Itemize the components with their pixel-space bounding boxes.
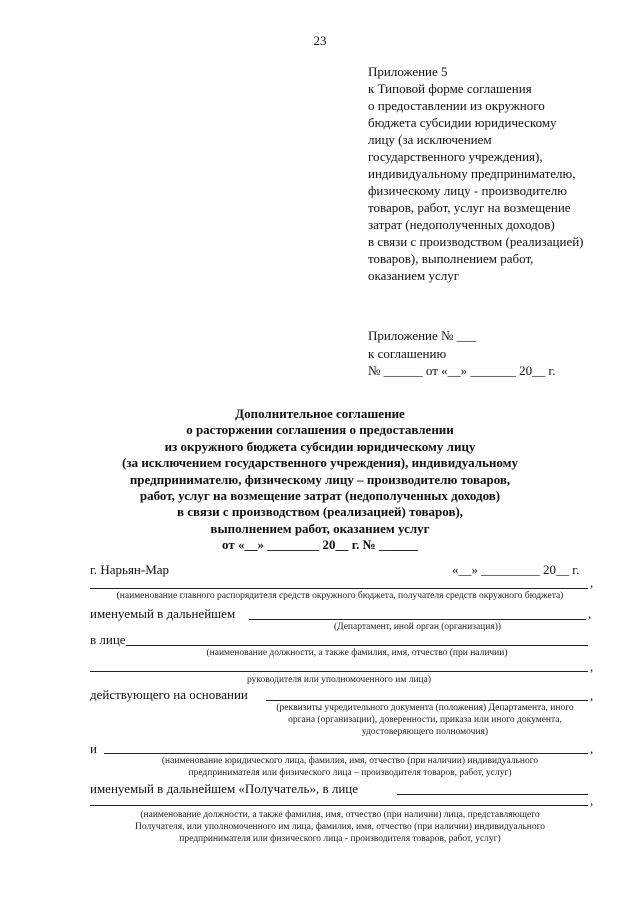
named-recipient-label: именуемый в дальнейшем «Получатель», в лице [90, 781, 359, 796]
document-title [60, 406, 580, 554]
recipient-person-field[interactable] [397, 794, 588, 795]
department-caption: (Департамент, иной орган (организация)) [333, 622, 502, 632]
recipient-caption-1: (наименование должности, а также фамилия, имя, отчество (при наличии) лица, представляющего [140, 810, 540, 820]
comma: , [590, 741, 594, 756]
appendix-line: товаров, работ, услуг на возмещение [368, 200, 571, 215]
appendix-line: государственного учреждения), [368, 149, 543, 164]
manager-name-field[interactable] [90, 588, 588, 589]
appendix-line: лицу (за исключением [368, 132, 492, 147]
title-line: работ, услуг на возмещение затрат (недополученных доходов) [139, 488, 501, 504]
title-line: (за исключением государственного учреждения), индивидуальному [122, 455, 518, 471]
basis-document-field[interactable] [266, 700, 588, 701]
title-line: выполнением работ, оказанием услуг [210, 520, 430, 536]
acting-basis-label: действующего на основании [90, 687, 248, 702]
appendix-line: индивидуальному предпринимателю, [368, 166, 576, 181]
legal-entity-field[interactable] [104, 753, 588, 754]
date-field[interactable]: «__» _________ 20__ г. [452, 562, 580, 577]
appendix-line: затрат (недополученных доходов) [368, 217, 555, 232]
appendix-ref-line: Приложение № ___ [368, 328, 477, 343]
title-line: Дополнительное соглашение [235, 406, 405, 421]
basis-caption-2: органа (организации), доверенности, приказа или иного документа, [288, 715, 562, 725]
appendix-line: в связи с производством (реализацией) [368, 234, 584, 249]
legal-caption-1: (наименование юридического лица, фамилия, имя, отчество (при наличии) индивидуального [161, 756, 539, 766]
department-field[interactable] [249, 619, 586, 620]
appendix-line: Приложение 5 [368, 64, 448, 79]
appendix-line: оказанием услуг [368, 268, 460, 283]
comma: , [588, 606, 592, 621]
title-line: предпринимателю, физическому лицу – производителю товаров, [129, 471, 511, 487]
title-line: в связи с производством (реализацией) товаров), [176, 504, 464, 520]
comma: , [590, 793, 594, 808]
manager-caption: (наименование главного распорядителя средств окружного бюджета, получателя средств окружного бюджета) [116, 591, 564, 601]
position-field[interactable] [126, 645, 588, 646]
head-name-field[interactable] [90, 671, 588, 672]
appendix-header [368, 63, 618, 284]
head-caption: руководителя или уполномоченного им лица) [246, 675, 432, 685]
title-line: о расторжении соглашения о предоставлении [186, 422, 454, 438]
recipient-caption-3: предпринимателя или физического лица - производителя товаров, работ, услуг) [179, 834, 501, 844]
agreement-appendix-ref [368, 327, 618, 380]
position-caption: (наименование должности, а также фамилия, имя, отчество (при наличии) [206, 648, 508, 658]
recipient-caption-2: Получателя, или уполномоченного им лица, фамилия, имя, отчество (при наличии) индивидуального [134, 822, 546, 832]
appendix-line: к Типовой форме соглашения [368, 81, 532, 96]
appendix-line: о предоставлении из окружного [368, 98, 545, 113]
city-label: г. Нарьян-Мар [90, 562, 170, 577]
recipient-person-field-2[interactable] [90, 805, 588, 806]
comma: , [590, 688, 594, 703]
appendix-line: бюджета субсидии юридическому [368, 115, 557, 130]
appendix-ref-line: № ______ от «__» _______ 20__ г. [368, 363, 556, 378]
comma: , [590, 659, 594, 674]
title-line: из окружного бюджета субсидии юридическому лицу [164, 438, 476, 454]
comma: , [590, 575, 594, 590]
basis-caption-3: удостоверяющего полномочия) [361, 727, 489, 737]
appendix-line: физическому лицу - производителю [368, 183, 567, 198]
and-label: и [90, 741, 97, 756]
basis-caption-1: (реквизиты учредительного документа (положения) Департамента, иного [276, 703, 574, 713]
legal-caption-2: предпринимателя или физического лица – производителя товаров, работ, услуг) [188, 768, 512, 778]
appendix-ref-line: к соглашению [368, 345, 447, 361]
title-line: от «__» ________ 20__ г. № ______ [222, 537, 418, 553]
named-hereinafter-label: именуемый в дальнейшем [90, 606, 236, 621]
in-person-label: в лице [90, 632, 126, 647]
appendix-line: товаров), выполнением работ, [368, 251, 534, 266]
page-number: 23 [313, 33, 327, 48]
